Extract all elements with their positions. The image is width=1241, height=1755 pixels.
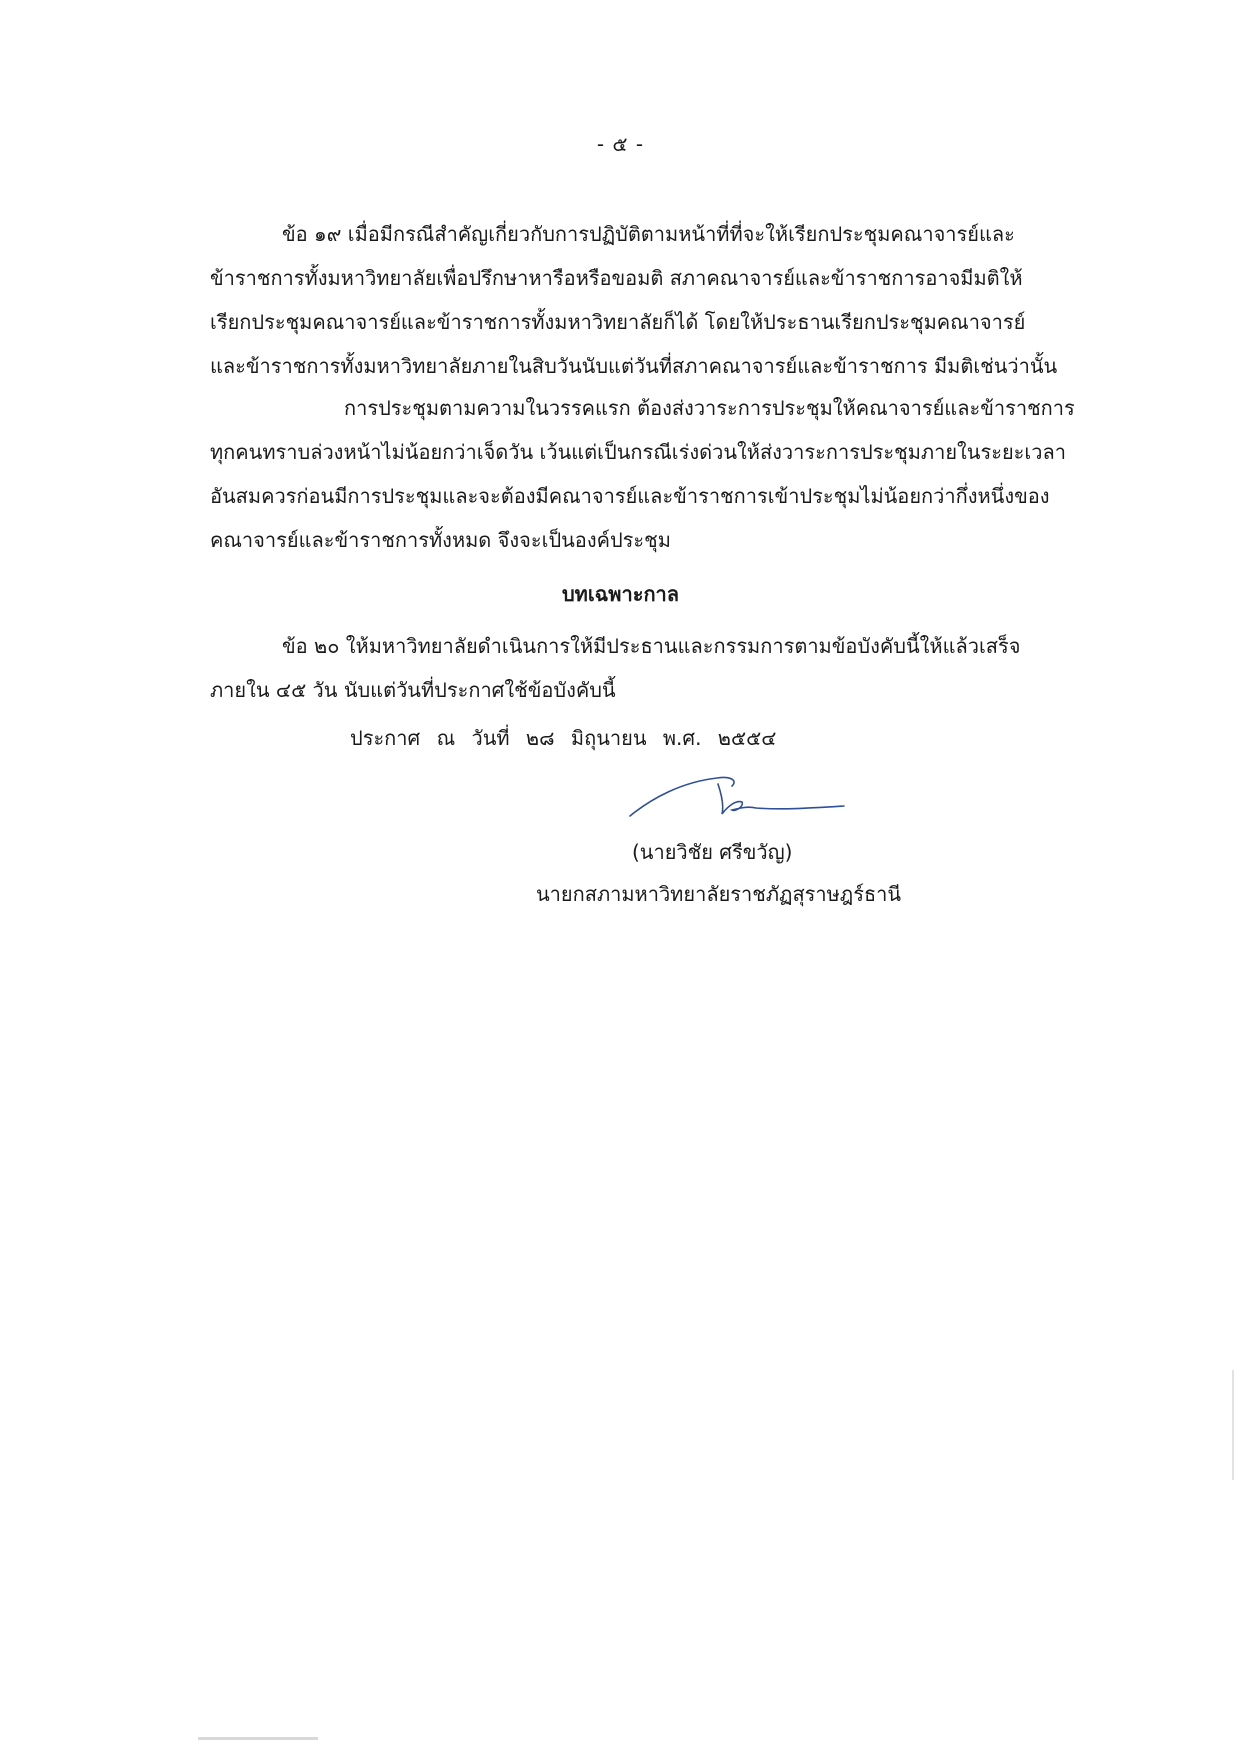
handwritten-signature bbox=[622, 770, 852, 830]
clause-20-paragraph bbox=[210, 624, 1080, 712]
signer-position: นายกสภามหาวิทยาลัยราชภัฏสุราษฎร์ธานี bbox=[536, 882, 902, 906]
text-line: เรียกประชุมคณาจารย์และข้าราชการทั้งมหาวิทยาลัยก็ได้ โดยให้ประธานเรียกประชุมคณาจารย์ bbox=[210, 310, 1026, 334]
text-line: อันสมควรก่อนมีการประชุมและจะต้องมีคณาจารย์และข้าราชการเข้าประชุมไม่น้อยกว่ากึ่งหนึ่งของ bbox=[210, 484, 1050, 508]
announcement-date: ประกาศ ณ วันที่ ๒๘ มิถุนายน พ.ศ. ๒๕๕๔ bbox=[350, 726, 777, 750]
page-number: - ๕ - bbox=[596, 132, 645, 156]
text-line: การประชุมตามความในวรรคแรก ต้องส่งวาระการประชุมให้คณาจารย์และข้าราชการ bbox=[344, 396, 1075, 420]
text-line: ทุกคนทราบล่วงหน้าไม่น้อยกว่าเจ็ดวัน เว้นแต่เป็นกรณีเร่งด่วนให้ส่งวาระการประชุมภายในระยะเวลา bbox=[210, 440, 1066, 464]
text-line: และข้าราชการทั้งมหาวิทยาลัยภายในสิบวันนับแต่วันที่สภาคณาจารย์และข้าราชการ มีมติเช่นว่านั้น bbox=[210, 354, 1058, 378]
text-line: ข้าราชการทั้งมหาวิทยาลัยเพื่อปรึกษาหารือหรือขอมติ สภาคณาจารย์และข้าราชการอาจมีมติให้ bbox=[210, 266, 1023, 290]
scan-footer-mark bbox=[198, 1737, 318, 1740]
text-line: คณาจารย์และข้าราชการทั้งหมด จึงจะเป็นองค์ประชุม bbox=[210, 528, 671, 552]
clause-19-paragraph-2 bbox=[210, 386, 1080, 562]
clause-19-paragraph-1 bbox=[210, 212, 1080, 388]
text-line: ภายใน ๔๕ วัน นับแต่วันที่ประกาศใช้ข้อบังคับนี้ bbox=[210, 678, 616, 702]
text-line: ข้อ ๒๐ ให้มหาวิทยาลัยดำเนินการให้มีประธานและกรรมการตามข้อบังคับนี้ให้แล้วเสร็จ bbox=[282, 634, 1021, 658]
text-line: ข้อ ๑๙ เมื่อมีกรณีสำคัญเกี่ยวกับการปฏิบัติตามหน้าที่ที่จะให้เรียกประชุมคณาจารย์และ bbox=[282, 222, 1015, 246]
signer-name: (นายวิชัย ศรีขวัญ) bbox=[632, 840, 793, 864]
scan-edge-mark bbox=[1232, 1370, 1234, 1480]
transitional-provisions-heading: บทเฉพาะกาล bbox=[561, 582, 680, 606]
